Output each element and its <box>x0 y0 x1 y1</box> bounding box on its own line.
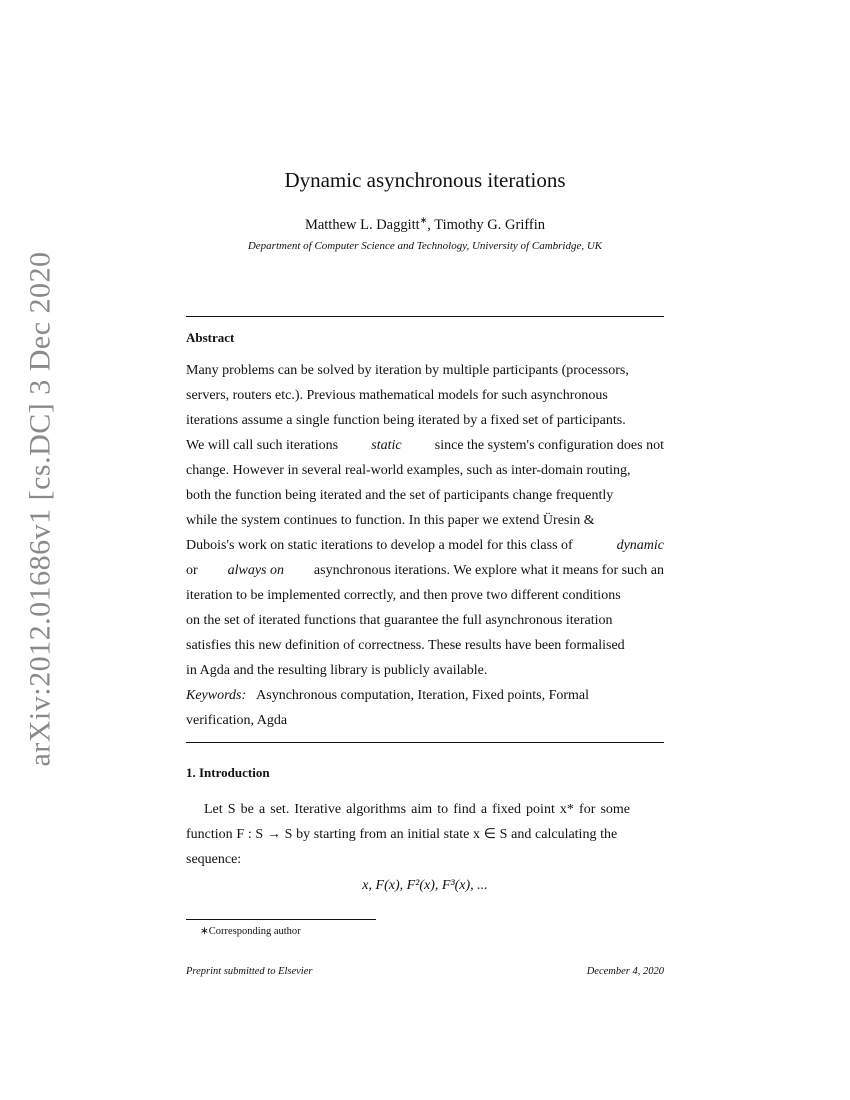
abstract-emphasis: static <box>371 438 402 453</box>
sequence-equation: x, F(x), F²(x), F³(x), ... <box>362 878 488 893</box>
paragraph-line <box>186 851 664 869</box>
abstract-text: Dubois's work on static iterations to develop a model for this class of <box>186 538 573 553</box>
abstract-text: or <box>186 563 198 578</box>
arxiv-identifier-stamp <box>20 251 62 767</box>
paragraph-text: Let S be a set. Iterative algorithms aim to find a fixed point x* for some <box>204 802 631 817</box>
abstract-line: both the function being iterated and the set of participants change frequently <box>186 488 614 503</box>
abstract-line: servers, routers etc.). Previous mathematical models for such asynchronous <box>186 388 608 403</box>
abstract-text: since the system's configuration does not <box>434 438 664 453</box>
section-heading-introduction: 1. Introduction <box>186 765 270 780</box>
abstract-line <box>186 562 664 580</box>
abstract-line: iterations assume a single function being iterated by a fixed set of participants. <box>186 413 626 428</box>
paragraph-text: sequence: <box>186 852 242 867</box>
paragraph-line <box>186 801 664 819</box>
footnote-rule <box>186 919 376 920</box>
paragraph-line <box>186 826 664 844</box>
abstract-emphasis: always on <box>227 563 284 578</box>
abstract-line: Many problems can be solved by iteration by multiple participants (processors, <box>186 363 629 378</box>
author-name-1: Matthew L. Daggitt <box>304 216 420 233</box>
paper-title: Dynamic asynchronous iterations <box>284 168 566 192</box>
abstract-text: asynchronous iterations. We explore what it means for such an <box>313 563 664 578</box>
abstract-line <box>186 537 664 555</box>
author-list <box>0 215 850 234</box>
abstract-line: on the set of iterated functions that guarantee the full asynchronous iteration <box>186 613 613 628</box>
abstract-line: satisfies this new definition of correctness. These results have been formalised <box>186 638 625 653</box>
paragraph-text: function F : S → S by starting from an initial state x ∈ S and calculating the <box>186 827 618 842</box>
abstract-line <box>186 662 664 680</box>
keywords-text: Asynchronous computation, Iteration, Fixed points, Formal <box>256 688 590 703</box>
abstract-heading: Abstract <box>186 330 235 345</box>
keywords-text: verification, Agda <box>186 713 288 728</box>
abstract-top-rule <box>186 316 664 317</box>
corresponding-author-marker: ∗ <box>419 215 428 225</box>
abstract-text: We will call such iterations <box>186 438 339 453</box>
author-name-2: , Timothy G. Griffin <box>427 216 546 233</box>
preprint-footer: Preprint submitted to Elsevier <box>186 966 313 977</box>
arxiv-identifier-text: arXiv:2012.01686v1 [cs.DC] 3 Dec 2020 <box>24 251 57 767</box>
abstract-line: iteration to be implemented correctly, and then prove two different conditions <box>186 588 621 603</box>
abstract-line <box>186 437 664 455</box>
keywords-line <box>186 687 664 705</box>
abstract-line: change. However in several real-world examples, such as inter-domain routing, <box>186 463 631 478</box>
abstract-text: in Agda and the resulting library is publicly available. <box>186 663 488 678</box>
author-affiliation: Department of Computer Science and Technology, University of Cambridge, UK <box>247 240 603 252</box>
footnote-corresponding-author: ∗Corresponding author <box>200 926 301 937</box>
keywords-label: Keywords: <box>186 688 247 703</box>
abstract-emphasis: dynamic <box>616 538 664 553</box>
date-footer: December 4, 2020 <box>586 966 664 977</box>
keywords-line <box>186 712 664 730</box>
abstract-line: while the system continues to function. In this paper we extend Üresin & <box>186 513 595 528</box>
abstract-bottom-rule <box>186 742 664 743</box>
